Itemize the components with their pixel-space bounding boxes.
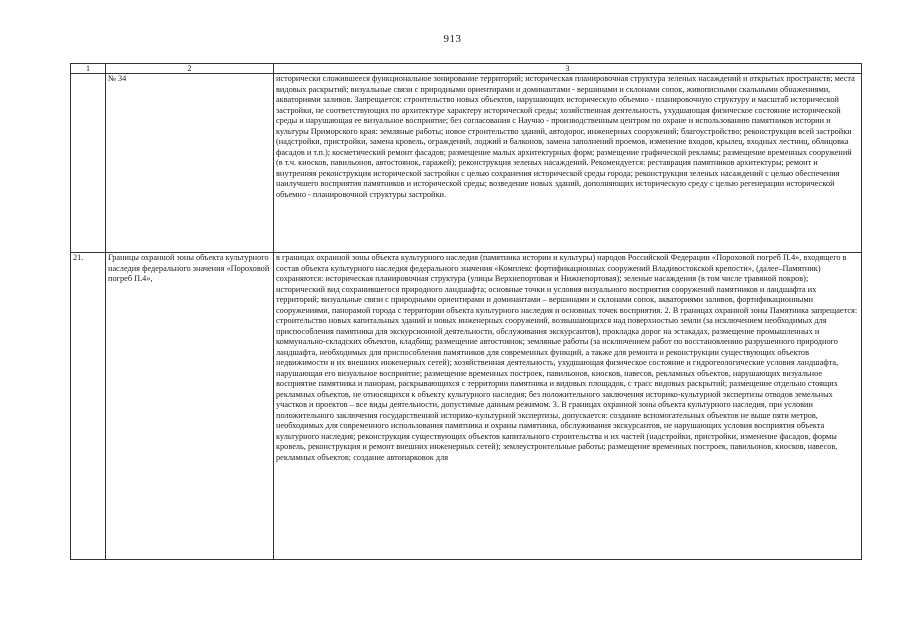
row-title: № 34 <box>106 74 274 253</box>
column-header-3: 3 <box>274 64 862 74</box>
table-row <box>71 74 862 253</box>
row-text-cell <box>274 253 862 560</box>
row-text: в границах охранной зоны объекта культурного наследия (памятника истории и культуры) народов Российской Федерации «Пороховой погреб П.4», входящего в состав объекта культурного наследия федерального значения «Комплекс фортификационных сооружений Владивостокской крепости», (далее–Памятник) сохраняются: историческая планировочная структура (улицы Верхнепортовая и Нижнепортовая); зеленые насаждения (в том числе травяной покров); исторический вид сохранившегося природного ландшафта; основные точки и условия визуального восприятия сооружений памятников и ландшафта их территорий; визуальные связи с природными ориентирами и доминантами – вершинами и склонами сопок, акваториями заливов, фортификационными сооружениями, панорамой города с территории объекта культурного наследия и основных точек восприятия. 2. В границах охранной зоны Памятника запрещается: строительство новых капитальных зданий и новых инженерных сооружений, возвышающихся над поверхностью земли (за исключением необходимых для приспособления памятника для экскурсионной деятельности, обслуживания экскурсантов), прокладка дорог на эстакадах, размещение промышленных и коммунально-складских объектов, кладбищ; размещение автостоянок; земляные работы (за исключением работ по восстановлению разрушенного природного ландшафта, необходимых для приспособления памятников для современных функций, а также для ремонта и реконструкции существующих объектов недвижимости и их внешних инженерных сетей); хозяйственная деятельность, ухудшающая физическое состояние и гидрогеологические условия ландшафта, нарушающая его визуальное восприятие; размещение временных построек, павильонов, киосков, навесов, рекламных объектов, нарушающих визуальное восприятие памятника и панорам, раскрывающихся с территории памятника и видовых площадок, с трасс видовых раскрытий; размещение отдельно стоящих рекламных объектов, не относящихся к объекту культурного наследия; без положительного заключения историко-культурной экспертизы отводов земельных участков и проектов – все виды деятельности, допустимые данным режимом. 3. В границах охранной зоны объекта культурного наследия, при условии положительного заключения государственной историко-культурной экспертизы, допускается: создание вспомогательных объектов не выше пяти метров, необходимых для современного использования памятника и охраны памятника, обслуживания экскурсантов, не нарушающих условия восприятия объекта культурного наследия; реконструкция существующих объектов капитального строительства и их частей (надстройки, пристройки, изменение фасадов, формы кровель, реконструкция и ремонт внешних инженерных сетей); землеустроительные работы; размещение временных построек, павильонов, киосков, навесов, рекламных объектов; создание автопарковок для <box>276 253 858 462</box>
row-number: 21. <box>71 253 106 560</box>
table-header-row <box>71 64 862 74</box>
column-header-1: 1 <box>71 64 106 74</box>
document-table <box>70 63 862 560</box>
column-header-2: 2 <box>106 64 274 74</box>
row-title: Границы охранной зоны объекта культурного наследия федерального значения «Пороховой погреб П.4», <box>106 253 274 560</box>
row-text-cell <box>274 74 862 253</box>
table-row <box>71 253 862 560</box>
page-number: 913 <box>443 33 462 45</box>
row-number <box>71 74 106 253</box>
row-text: исторически сложившееся функциональное зонирование территорий; историческая планировочная структура зеленых насаждений и открытых пространств; места видовых раскрытий; визуальные связи с природными ориентирами и доминантами - вершинами и склонами сопок, живописными скальными обнажениями, акваториями заливов. Запрещается: строительство новых объектов, нарушающих историческую объемно - планировочную структуру и масштаб исторической застройки, не соответствующих по архитектуре характеру исторической среды; хозяйственная деятельность, ухудшающая физическое состояние исторической среды и нарушающая ее визуальное восприятие; без согласования с Научно - производственным центром по охране и использованию памятников истории и культуры Приморского края: земляные работы; новое строительство зданий, автодорог, инженерных сооружений; благоустройство; реконструкция всей застройки (надстройки, пристройки, замена кровель, ограждений, лоджий и балконов, замена заполнений проемов, изменение входов, крылец, входных лестниц, облицовка фасадов и т.п.); косметический ремонт фасадов; размещение малых архитектурных форм; размещение графической рекламы; размещение временных сооружений (в т.ч. киосков, павильонов, автостоянок, гаражей); реконструкция зеленых насаждений. Рекомендуется: реставрация памятников архитектуры; ремонт и внутренняя реконструкция исторической застройки с целью сохранения исторической среды города; реконструкция зеленых насаждений с целью обеспечения наилучшего восприятия памятников и исторической среды; возведение новых зданий, дополняющих историческую среду с целью регенерации исторической объемно - планировочной структуры застройки. <box>276 74 855 199</box>
